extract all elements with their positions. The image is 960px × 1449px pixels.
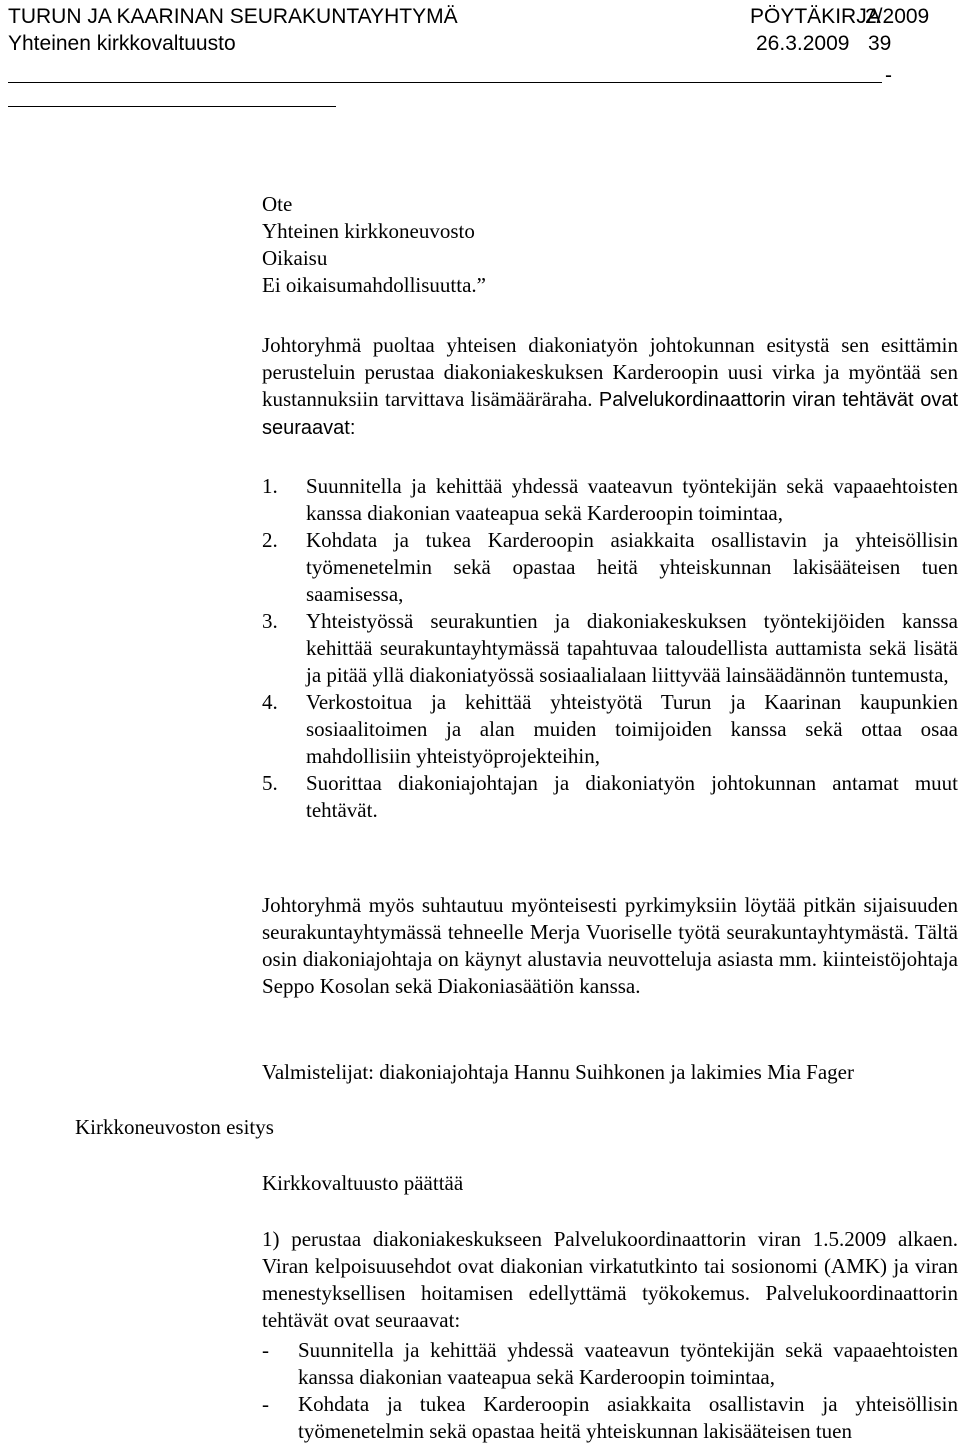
- list-item: [262, 770, 958, 824]
- organization-name: TURUN JA KAARINAN SEURAKUNTAYHTYMÄ: [8, 5, 458, 28]
- list-item-text: Kohdata ja tukea Karderoopin asiakkaita osallistavin ja yhteisöllisin työmenetelmin sekä opastaa heitä yhteiskunnan lakisääteisen tuen: [298, 1392, 958, 1443]
- list-item-text: Suunnitella ja kehittää yhdessä vaateavun työntekijän sekä vapaaehtoisten kanssa diakonian vaateapua sekä Karderoopin toimintaa,: [298, 1338, 958, 1389]
- list-item-number: 4.: [262, 690, 278, 714]
- list-item-number: 3.: [262, 609, 278, 633]
- document-type: PÖYTÄKIRJA: [750, 5, 881, 28]
- preparers-line: Valmistelijat: diakoniajohtaja Hannu Suihkonen ja lakimies Mia Fager: [262, 1060, 854, 1084]
- excerpt-line: Ei oikaisumahdollisuutta.”: [262, 273, 486, 297]
- task-list: [262, 473, 958, 824]
- list-item-dash: -: [262, 1392, 269, 1416]
- list-item-number: 5.: [262, 771, 278, 795]
- excerpt-block: [262, 191, 958, 299]
- decision-item-1: 1) perustaa diakoniakeskukseen Palvelukoordinaattorin viran 1.5.2009 alkaen. Viran kelpoisuusehdot ovat diakonian virkatutkinto tai sosionomi (AMK) ja viran menestyksellisen hoitamisen edellyttämä työkokemus. Palvelukoordinaattorin tehtävät ovat seuraavat:: [262, 1227, 958, 1332]
- header-rule-dash: -: [885, 64, 892, 87]
- header-row-1: [8, 4, 930, 30]
- page-number: 39: [868, 32, 892, 55]
- list-item: [262, 689, 958, 770]
- list-item-number: 2.: [262, 528, 278, 552]
- decision-sublist: [262, 1337, 958, 1445]
- list-item: [262, 527, 958, 608]
- intro-paragraph: [262, 332, 958, 442]
- proposal-label: Kirkkoneuvoston esitys: [75, 1115, 274, 1139]
- governing-body: Yhteinen kirkkovaltuusto: [8, 32, 236, 55]
- header-rule-1: [8, 82, 882, 83]
- list-item: [262, 1337, 958, 1391]
- list-item-text: Yhteistyössä seurakuntien ja diakoniakeskuksen työntekijöiden kanssa kehittää seurakuntayhtymässä tapahtuvaa taloudellista auttamista sekä lisätä ja pitää yllä diakoniatyössä sosiaalialaan liittyvää lainsäädännön tuntemusta,: [306, 609, 958, 687]
- list-item-text: Suorittaa diakoniajohtajan ja diakoniatyön johtokunnan antamat muut tehtävät.: [306, 771, 958, 822]
- list-item-number: 1.: [262, 474, 278, 498]
- header-rule-2: [8, 106, 336, 107]
- intro-text: Johtoryhmä puoltaa yhteisen diakoniatyön johtokunnan esitystä sen esittämin perusteluin perustaa diakoniakeskuksen Karderoopin uusi virka ja myöntää sen kustannuksiin tarvittava lisämääräraha.: [262, 333, 958, 411]
- list-item-text: Verkostoitua ja kehittää yhteistyötä Turun ja Kaarinan kaupunkien sosiaalitoimen ja alan muiden toimijoiden kanssa sekä ottaa osaa mahdollisiin yhteistyöprojekteihin,: [306, 690, 958, 768]
- excerpt-line: Oikaisu: [262, 246, 328, 270]
- list-item-text: Kohdata ja tukea Karderoopin asiakkaita osallistavin ja yhteisöllisin työmenetelmin sekä opastaa heitä yhteiskunnan lakisääteisen tuen saamisessa,: [306, 528, 958, 606]
- excerpt-line: Yhteinen kirkkoneuvosto: [262, 219, 475, 243]
- meeting-date: 26.3.2009: [756, 32, 850, 55]
- list-item-text: Suunnitella ja kehittää yhdessä vaateavun työntekijän sekä vapaaehtoisten kanssa diakonian vaateapua sekä Karderoopin toimintaa,: [306, 474, 958, 525]
- list-item: [262, 608, 958, 689]
- header-row-2: [8, 31, 892, 57]
- document-number: 2/2009: [865, 5, 930, 28]
- intro-text-sans: Palvelukordinaattorin viran tehtävät ovat seuraavat:: [262, 389, 959, 439]
- support-paragraph: Johtoryhmä myös suhtautuu myönteisesti pyrkimyksiin löytää pitkän sijaisuuden seurakuntayhtymässä tehneelle Merja Vuoriselle työtä seurakuntayhtymästä. Tältä osin diakoniajohtaja on käynyt alustavia neuvotteluja asiasta mm. kiinteistöjohtaja Seppo Kosolan sekä Diakoniasäätiön kanssa.: [262, 893, 958, 998]
- excerpt-line: Ote: [262, 192, 293, 216]
- list-item: [262, 473, 958, 527]
- list-item-dash: -: [262, 1338, 269, 1362]
- list-item: [262, 1391, 958, 1445]
- decision-heading: Kirkkovaltuusto päättää: [262, 1171, 464, 1195]
